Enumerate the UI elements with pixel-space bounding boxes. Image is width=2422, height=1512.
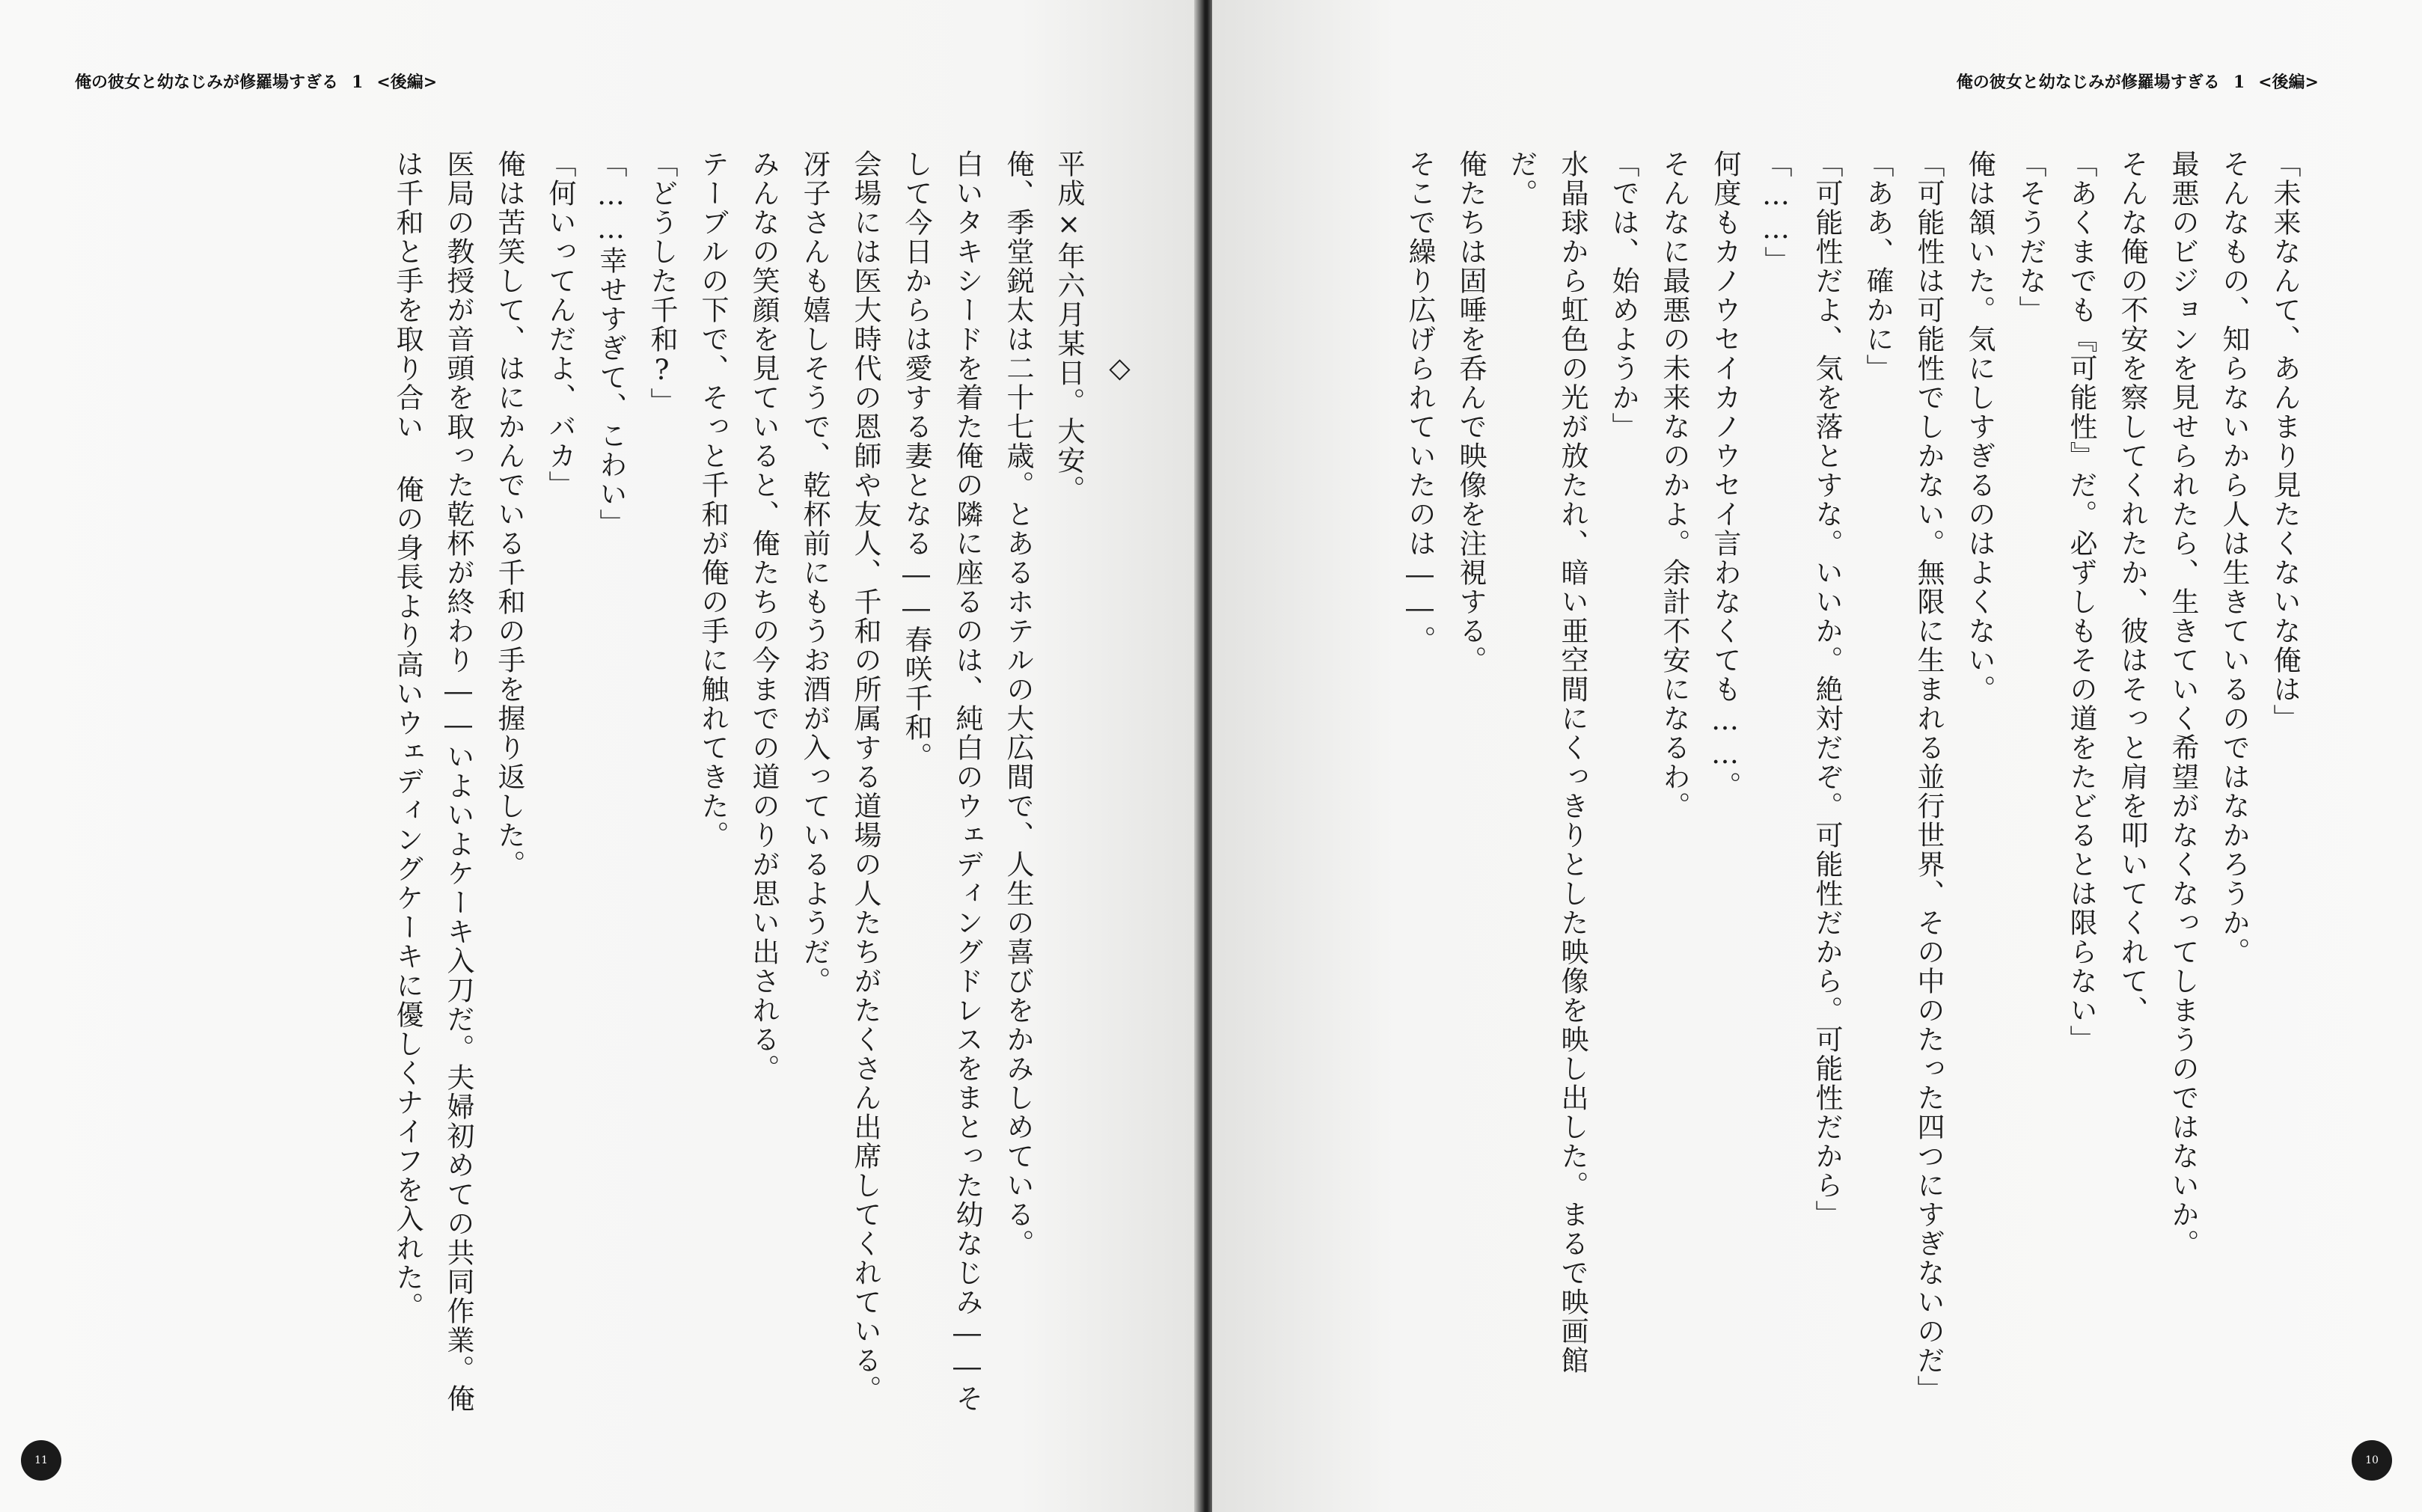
page-number-right: 10 (2352, 1440, 2392, 1481)
dialogue-line: 「……幸せすぎて、こわい」 (595, 150, 627, 538)
dialogue-line: 「……」 (1760, 150, 1792, 275)
volume-number: 1 (352, 73, 364, 92)
running-head-right (1957, 67, 2332, 97)
text-paragraph: 俺たちは固唾を呑んで映像を注視する。 (1455, 150, 1487, 675)
text-paragraph: 医局の教授が音頭を取った乾杯が終わり――いよいよケーキ入刀だ。夫婦初めての共同作業。俺は千和と手を取り合い 俺の身長より高いウェディングケーキに優しくナイフを入れた。 (391, 150, 474, 1413)
text-paragraph: そんなに最悪の未来なのかよ。余計不安になるわ。 (1658, 150, 1690, 821)
dialogue-line: 「そうだな」 (2014, 150, 2046, 325)
page-number-left: 11 (21, 1440, 61, 1481)
text-paragraph: 俺、季堂鋭太は二十七歳。とあるホテルの大広間で、人生の喜びをかみしめている。 (1002, 150, 1034, 1258)
text-paragraph: そんなもの、知らないから人は生きているのではなかろうか。 (2218, 150, 2250, 967)
text-paragraph: みんなの笑顔を見ていると、俺たちの今までの道のりが思い出される。 (747, 150, 780, 1083)
part-label: <後編> (2258, 73, 2319, 92)
scene-break-marker: ◇ (1104, 352, 1136, 385)
text-paragraph: 俺は苦笑して、はにかんでいる千和の手を握り返した。 (493, 150, 525, 879)
text-paragraph: 平成×年六月某日。大安。 (1053, 150, 1085, 504)
volume-number: 1 (2233, 73, 2245, 92)
part-label: <後編> (376, 73, 438, 92)
text-paragraph: 最悪のビジョンを見せられたら、生きていく希望がなくなってしまうのではないか。 (2167, 150, 2199, 1258)
dialogue-line: 「あくまでも『可能性』だ。必ずしもその道をたどるとは限らない」 (2065, 150, 2097, 1054)
text-paragraph: テーブルの下で、そっと千和が俺の手に触れてきた。 (697, 150, 729, 850)
text-paragraph: 水晶球から虹色の光が放たれ、暗い亜空間にくっきりとした映像を映し出した。まるで映画館だ。 (1505, 150, 1588, 1375)
dialogue-line: 「ああ、確かに」 (1862, 150, 1894, 383)
right-page (1212, 0, 2422, 1512)
dialogue-line: 「未来なんて、あんまり見たくないな俺は」 (2269, 150, 2301, 733)
text-paragraph: 会場には医大時代の恩師や友人、千和の所属する道場の人たちがたくさん出席してくれている。冴子さんも嬉しそうで、乾杯前にもうお酒が入っているようだ。 (798, 150, 881, 1404)
dialogue-line: 「どうした千和?」 (646, 150, 678, 417)
book-title: 俺の彼女と幼なじみが修羅場すぎる (75, 73, 339, 92)
left-body-text (67, 150, 1145, 1421)
text-paragraph: 俺は頷いた。気にしすぎるのはよくない。 (1963, 150, 1996, 704)
text-paragraph: そこで繰り広げられていたのは――。 (1404, 150, 1436, 655)
running-head-left (75, 67, 450, 97)
text-paragraph: 白いタキシードを着た俺の隣に座るのは、純白のウェディングドレスをまとった幼なじみ――そして今日からは愛する妻となる――春咲千和。 (900, 150, 983, 1413)
dialogue-line: 「可能性は可能性でしかない。無限に生まれる並行世界、その中のたった四つにすぎないのだ」 (1912, 150, 1945, 1404)
book-title: 俺の彼女と幼なじみが修羅場すぎる (1956, 73, 2220, 92)
text-paragraph: そんな俺の不安を察してくれたか、彼はそっと肩を叩いてくれて、 (2116, 150, 2148, 1025)
dialogue-line: 「では、始めようか」 (1607, 150, 1639, 441)
dialogue-line: 「可能性だよ、気を落とすな。いいか。絶対だぞ。可能性だから。可能性だから」 (1811, 150, 1843, 1229)
left-page (0, 0, 1200, 1512)
right-body-text (1404, 150, 2310, 1421)
text-paragraph: 何度もカノウセイカノウセイ言わなくても……。 (1709, 150, 1741, 801)
dialogue-line: 「何いってんだよ、バカ」 (544, 150, 576, 500)
